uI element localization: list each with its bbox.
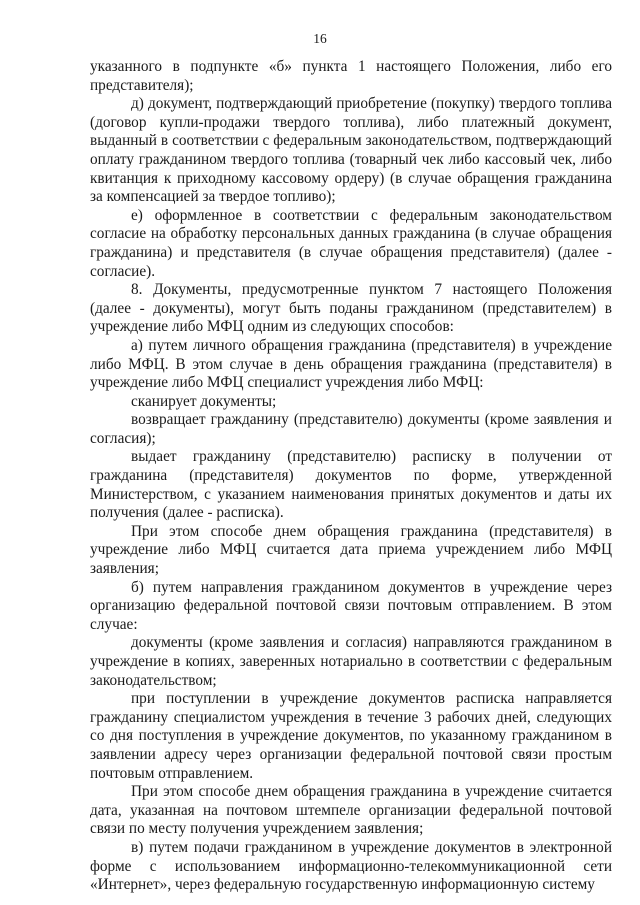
paragraph: выдает гражданину (представителю) расписку в получении от гражданина (представителя) документов по форме, утвержденной Министерством, с указанием наименования принятых документов и даты их получения (далее - расписка).	[90, 448, 612, 522]
paragraph: При этом способе днем обращения гражданина (представителя) в учреждение либо МФЦ считается дата приема учреждением либо МФЦ заявления;	[90, 522, 612, 578]
paragraph: 8. Документы, предусмотренные пунктом 7 настоящего Положения (далее - документы), могут быть поданы гражданином (представителем) в учреждение либо МФЦ одним из следующих способов:	[90, 281, 612, 336]
paragraph: При этом способе днем обращения гражданина в учреждение считается дата, указанная на почтовом штемпеле организации федеральной почтовой связи по месту получения учреждением заявления;	[90, 783, 612, 838]
paragraph: а) путем личного обращения гражданина (представителя) в учреждение либо МФЦ. В этом случае в день обращения гражданина (представителя) в учреждение либо МФЦ специалист учреждения либо МФЦ:	[90, 336, 612, 392]
paragraph: б) путем направления гражданином документов в учреждение через организацию федеральной почтовой связи почтовым отправлением. В этом случае:	[90, 578, 612, 633]
paragraph: в) путем подачи гражданином в учреждение документов в электронной форме с использованием информационно-телекоммуникационной сети «Интернет», через федеральную государственную информационную систему	[90, 838, 612, 894]
document-body	[90, 58, 612, 895]
paragraph: сканирует документы;	[131, 392, 277, 410]
paragraph: при поступлении в учреждение документов расписка направляется гражданину специалистом учреждения в течение 3 рабочих дней, следующих со дня поступления в учреждение документов, по указанному гражданином в заявлении адресу через организации федеральной почтовой связи простым почтовым отправлением.	[90, 690, 612, 782]
page-number: 16	[313, 31, 327, 46]
paragraph: возвращает гражданину (представителю) документы (кроме заявления и согласия);	[90, 411, 612, 447]
paragraph: д) документ, подтверждающий приобретение (покупку) твердого топлива (договор купли-продажи твердого топлива), либо платежный документ, выданный в соответствии с федеральным законодательством, подтверждающий оплату гражданином твердого топлива (товарный чек либо кассовый чек, либо квитанция к приходному кассовому ордеру) (в случае обращения гражданина за компенсацией за твердое топливо);	[90, 95, 612, 206]
paragraph: е) оформленное в соответствии с федеральным законодательством согласие на обработку персональных данных гражданина (в случае обращения гражданина) и представителя (в случае обращения представителя) (далее - согласие).	[90, 206, 612, 280]
paragraph: документы (кроме заявления и согласия) направляются гражданином в учреждение в копиях, заверенных нотариально в соответствии с федеральным законодательством;	[90, 634, 612, 689]
paragraph: указанного в подпункте «б» пункта 1 настоящего Положения, либо его представителя);	[90, 58, 612, 94]
